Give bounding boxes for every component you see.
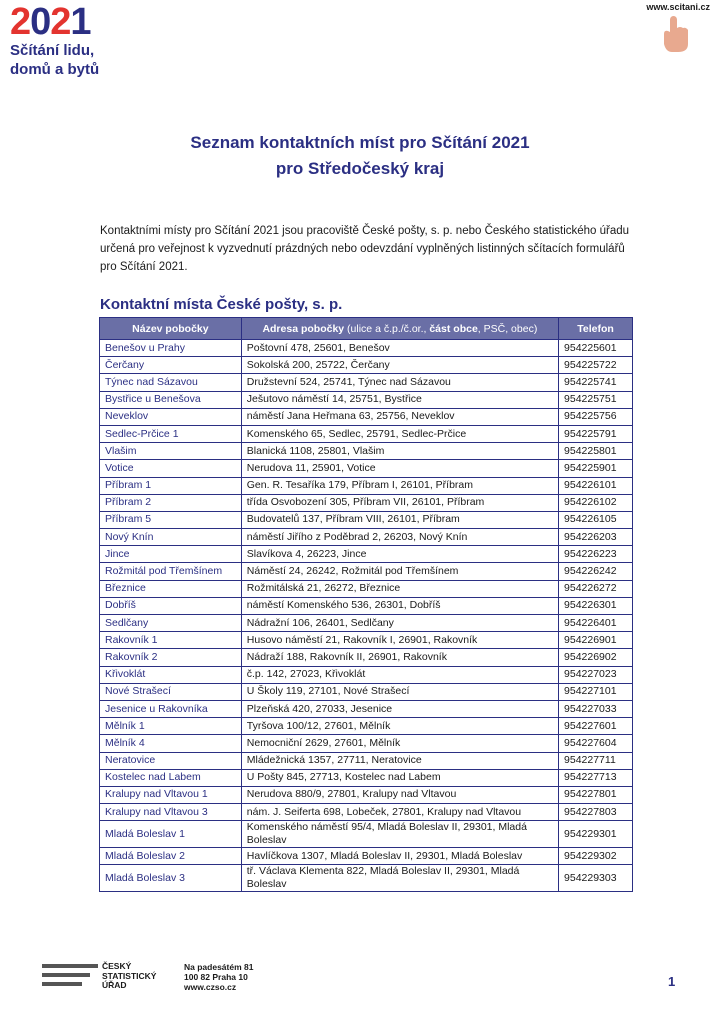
cell-address: Budovatelů 137, Příbram VIII, 26101, Příbram [241,511,558,528]
col-header-name: Název pobočky [100,318,242,340]
footer-city: 100 82 Praha 10 [184,972,248,982]
cell-branch-name: Jince [100,546,242,563]
cell-phone: 954225601 [559,340,633,357]
cell-phone: 954229303 [559,865,633,892]
website-link[interactable]: www.scitani.cz [646,2,710,12]
cell-address: č.p. 142, 27023, Křivoklát [241,666,558,683]
cell-address: Nerudova 11, 25901, Votice [241,460,558,477]
table-row [100,718,633,735]
table-row [100,804,633,821]
logo-digit: 0 [30,1,51,43]
logo-text-line1: Sčítání lidu, [10,42,95,59]
cell-phone: 954229301 [559,821,633,848]
col-header-phone: Telefon [559,318,633,340]
footer-website[interactable]: www.czso.cz [184,982,237,992]
col-header-address-bold2: část obce [429,322,478,335]
cell-address: Tyršova 100/12, 27601, Mělník [241,718,558,735]
cell-phone: 954229302 [559,848,633,865]
cell-phone: 954226102 [559,494,633,511]
table-row [100,443,633,460]
cell-phone: 954226401 [559,615,633,632]
cell-branch-name: Mělník 1 [100,718,242,735]
title-line1: Seznam kontaktních míst pro Sčítání 2021 [190,133,530,152]
cell-address: tř. Václava Klementa 822, Mladá Boleslav II, 29301, Mladá Boleslav [241,865,558,892]
cell-phone: 954227711 [559,752,633,769]
cell-branch-name: Příbram 1 [100,477,242,494]
cell-branch-name: Nové Strašecí [100,683,242,700]
cell-address: třída Osvobození 305, Příbram VII, 26101, Příbram [241,494,558,511]
cell-branch-name: Kralupy nad Vltavou 3 [100,804,242,821]
cell-address: Rožmitálská 21, 26272, Březnice [241,580,558,597]
table-row [100,683,633,700]
footer-address [184,962,253,992]
czso-name-line1: ČESKÝ [102,961,132,971]
cell-address: Slavíkova 4, 26223, Jince [241,546,558,563]
table-body [100,340,633,892]
cell-phone: 954226203 [559,529,633,546]
cell-branch-name: Mladá Boleslav 2 [100,848,242,865]
cell-address: Nerudova 880/9, 27801, Kralupy nad Vltavou [241,786,558,803]
cell-address: nám. J. Seiferta 698, Lobeček, 27801, Kralupy nad Vltavou [241,804,558,821]
cell-address: Gen. R. Tesaříka 179, Příbram I, 26101, Příbram [241,477,558,494]
cell-branch-name: Kostelec nad Labem [100,769,242,786]
cell-address: Blanická 1108, 25801, Vlašim [241,443,558,460]
cell-address: U Školy 119, 27101, Nové Strašecí [241,683,558,700]
cell-branch-name: Votice [100,460,242,477]
cell-address: náměstí Jana Heřmana 63, 25756, Neveklov [241,408,558,425]
cell-branch-name: Křivoklát [100,666,242,683]
table-row [100,865,633,892]
cell-branch-name: Rakovník 1 [100,632,242,649]
logo-digit: 2 [10,1,31,43]
col-header-address [241,318,558,340]
logo-year [10,1,110,43]
cell-branch-name: Březnice [100,580,242,597]
cell-address: U Pošty 845, 27713, Kostelec nad Labem [241,769,558,786]
table-row [100,821,633,848]
table-row [100,649,633,666]
logo-text-line2: domů a bytů [10,61,100,78]
table-row [100,848,633,865]
cell-phone: 954226901 [559,632,633,649]
cell-phone: 954226272 [559,580,633,597]
table-row [100,340,633,357]
cell-address: Nádražní 106, 26401, Sedlčany [241,615,558,632]
col-header-address-bold: Adresa pobočky [262,322,345,335]
title-line2: pro Středočeský kraj [275,159,445,178]
cell-address: Plzeňská 420, 27033, Jesenice [241,700,558,717]
cell-phone: 954226101 [559,477,633,494]
cell-phone: 954227713 [559,769,633,786]
table-row [100,374,633,391]
table-row [100,632,633,649]
cell-branch-name: Čerčany [100,357,242,374]
cell-branch-name: Sedlec-Prčice 1 [100,425,242,442]
cell-branch-name: Dobříš [100,597,242,614]
cell-address: Husovo náměstí 21, Rakovník I, 26901, Rakovník [241,632,558,649]
cell-branch-name: Příbram 2 [100,494,242,511]
contact-table [99,317,633,892]
table-row [100,425,633,442]
cell-address: Mládežnická 1357, 27711, Neratovice [241,752,558,769]
logo-digit: 2 [50,1,71,43]
cell-branch-name: Kralupy nad Vltavou 1 [100,786,242,803]
cell-phone: 954225722 [559,357,633,374]
cell-address: Nádraží 188, Rakovník II, 26901, Rakovník [241,649,558,666]
cell-phone: 954225791 [559,425,633,442]
pointing-hand-icon [658,14,694,54]
cell-branch-name: Sedlčany [100,615,242,632]
cell-address: Sokolská 200, 25722, Čerčany [241,357,558,374]
table-row [100,786,633,803]
table-row [100,597,633,614]
cell-address: náměstí Komenského 536, 26301, Dobříš [241,597,558,614]
cell-branch-name: Vlašim [100,443,242,460]
cell-address: Družstevní 524, 25741, Týnec nad Sázavou [241,374,558,391]
cell-phone: 954227101 [559,683,633,700]
col-header-address-note1: (ulice a č.p./č.or., [344,322,430,335]
cell-phone: 954225901 [559,460,633,477]
cell-branch-name: Neratovice [100,752,242,769]
footer-street: Na padesátém 81 [184,962,254,972]
table-header-row [100,318,633,340]
cell-branch-name: Neveklov [100,408,242,425]
table-row [100,700,633,717]
cell-address: Náměstí 24, 26242, Rožmitál pod Třemšínem [241,563,558,580]
intro-paragraph: Kontaktními místy pro Sčítání 2021 jsou pracoviště České pošty, s. p. nebo Českého statistického úřadu určená pro veřejnost k vyzvednutí prázdných nebo odevzdání vyplněných listinných sčítacích formulářů pro Sčítání 2021. [100,225,630,273]
cell-branch-name: Týnec nad Sázavou [100,374,242,391]
table-row [100,529,633,546]
cell-phone: 954226301 [559,597,633,614]
cell-phone: 954227601 [559,718,633,735]
cell-phone: 954227604 [559,735,633,752]
czso-logo [42,962,162,994]
cell-phone: 954226223 [559,546,633,563]
cell-branch-name: Jesenice u Rakovníka [100,700,242,717]
cell-address: Havlíčkova 1307, Mladá Boleslav II, 29301, Mladá Boleslav [241,848,558,865]
cell-phone: 954227033 [559,700,633,717]
table-row [100,769,633,786]
cell-phone: 954226902 [559,649,633,666]
cell-phone: 954227801 [559,786,633,803]
cell-branch-name: Příbram 5 [100,511,242,528]
table-row [100,546,633,563]
col-header-address-note2: , PSČ, obec) [477,322,538,335]
table-row [100,357,633,374]
cell-phone: 954227803 [559,804,633,821]
cell-branch-name: Nový Knín [100,529,242,546]
cell-branch-name: Rožmitál pod Třemšínem [100,563,242,580]
cell-branch-name: Mladá Boleslav 1 [100,821,242,848]
cell-address: Poštovní 478, 25601, Benešov [241,340,558,357]
table-row [100,511,633,528]
table-row [100,494,633,511]
table-row [100,563,633,580]
page-title [0,130,720,182]
section-heading: Kontaktní místa České pošty, s. p. [100,296,343,313]
table-row [100,615,633,632]
cell-branch-name: Bystřice u Benešova [100,391,242,408]
cell-address: Komenského 65, Sedlec, 25791, Sedlec-Prčice [241,425,558,442]
table-row [100,391,633,408]
cell-address: náměstí Jiřího z Poděbrad 2, 26203, Nový Knín [241,529,558,546]
cell-branch-name: Benešov u Prahy [100,340,242,357]
page-number: 1 [668,974,676,989]
logo-digit: 1 [70,1,91,43]
table-row [100,408,633,425]
table-row [100,580,633,597]
table-row [100,666,633,683]
cell-phone: 954227023 [559,666,633,683]
table-row [100,735,633,752]
cell-phone: 954225756 [559,408,633,425]
cell-address: Nemocniční 2629, 27601, Mělník [241,735,558,752]
table-row [100,477,633,494]
cell-phone: 954225741 [559,374,633,391]
cell-phone: 954225801 [559,443,633,460]
census-logo [10,1,110,84]
cell-phone: 954225751 [559,391,633,408]
cell-branch-name: Mělník 4 [100,735,242,752]
czso-name-line3: ÚŘAD [102,980,127,990]
cell-branch-name: Mladá Boleslav 3 [100,865,242,892]
czso-bars-icon [42,964,98,991]
table-row [100,460,633,477]
table-row [100,752,633,769]
cell-phone: 954226242 [559,563,633,580]
czso-name-line2: STATISTICKÝ [102,970,157,981]
cell-address: Ješutovo náměstí 14, 25751, Bystřice [241,391,558,408]
cell-phone: 954226105 [559,511,633,528]
czso-name [102,962,156,991]
cell-branch-name: Rakovník 2 [100,649,242,666]
cell-address: Komenského náměstí 95/4, Mladá Boleslav II, 29301, Mladá Boleslav [241,821,558,848]
